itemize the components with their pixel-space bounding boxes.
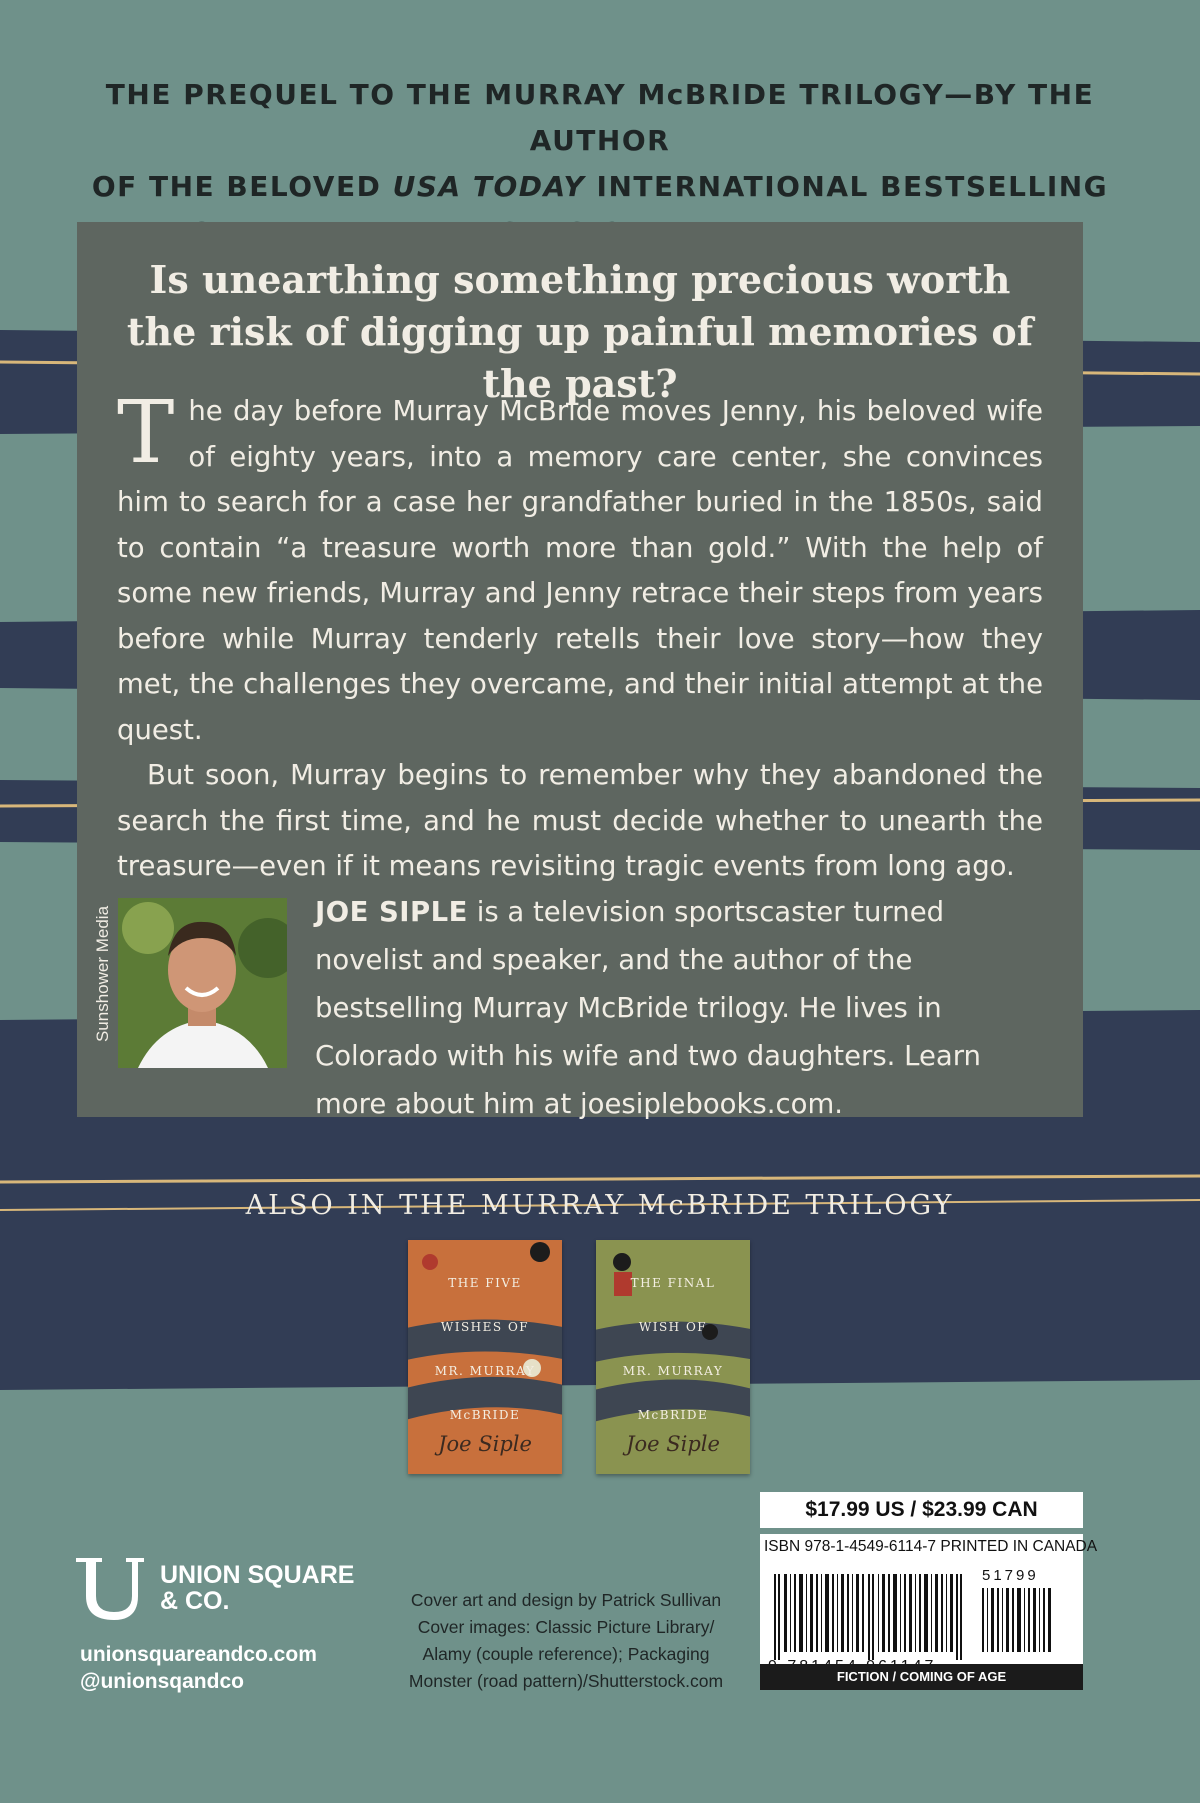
book-signature: Joe Siple <box>438 1432 532 1456</box>
synopsis-paragraph: The day before Murray McBride moves Jenny, his beloved wife of eighty years, into a memory care center, she convinces him to search for a case her grandfather buried in the 1850s, said to contain “a treasure worth more than gold.” With the help of some new friends, Murray and Jenny retrace their steps from years before while Murray tenderly retells their love story—how they met, the challenges they overcame, and their initial attempt at the quest. <box>117 383 1043 746</box>
book-title-line: THE FINAL <box>630 1276 716 1290</box>
genre-label: FICTION / COMING OF AGE <box>760 1664 1083 1690</box>
headline: Is unearthing something precious worth the risk of digging up painful memories of the past? <box>126 257 1034 406</box>
book-cover-five-wishes <box>408 1240 562 1474</box>
publisher-name: UNION SQUARE & CO. <box>160 1561 355 1615</box>
author-name: JOE SIPLE <box>315 896 468 928</box>
photo-credit: Sunshower Media <box>93 905 112 1043</box>
barcode-icon <box>768 1574 1074 1660</box>
book-title-line: WISHES OF <box>440 1320 530 1334</box>
also-in-trilogy-heading: ALSO IN THE MURRAY McBRIDE TRILOGY <box>245 1190 955 1221</box>
drop-cap: T <box>117 383 175 483</box>
price-label: $17.99 US / $23.99 CAN <box>760 1492 1083 1528</box>
book-title-line: WISH OF <box>638 1320 708 1334</box>
book-title-line: MR. MURRAY <box>622 1364 724 1378</box>
book-title-line: McBRIDE <box>637 1408 709 1422</box>
book-title-line: McBRIDE <box>449 1408 521 1422</box>
book-title-line: MR. MURRAY <box>434 1364 536 1378</box>
price-addon-digits: 51799 <box>982 1567 1039 1584</box>
author-bio: JOE SIPLE is a television sportscaster turned novelist and speaker, and the author of the bestselling Murray McBride trilogy. He lives in Colorado with his wife and two daughters. Learn more about him at joesiplebooks.com. <box>315 896 981 1120</box>
isbn-text: ISBN 978-1-4549-6114-7 PRINTED IN CANADA <box>764 1538 1098 1555</box>
publisher-website[interactable]: unionsquareandco.com <box>80 1643 317 1666</box>
synopsis-paragraph: But soon, Murray begins to remember why they abandoned the search the first time, and he must decide whether to unearth the treasure—even if it means revisiting tragic events from long ago. <box>117 759 1043 882</box>
publisher-handle[interactable]: @unionsqandco <box>80 1670 244 1693</box>
publisher-logo <box>72 1552 162 1622</box>
book-title-line: THE FIVE <box>448 1276 522 1290</box>
book-cover-final-wish <box>596 1240 750 1474</box>
cover-credits: Cover art and design by Patrick Sullivan Cover images: Classic Picture Library/ Alamy (couple reference); Packaging Monster (road pattern)/Shutterstock.com <box>408 1590 724 1691</box>
description-panel <box>77 222 1083 1120</box>
synopsis <box>117 383 1043 890</box>
prequel-line: THE PREQUEL TO THE MURRAY McBRIDE TRILOGY—BY THE AUTHOR <box>105 78 1095 157</box>
book-signature: Joe Siple <box>626 1432 720 1456</box>
prequel-line: OF THE BELOVED USA TODAY INTERNATIONAL BESTSELLING <box>91 170 1109 203</box>
author-photo <box>118 898 287 1068</box>
